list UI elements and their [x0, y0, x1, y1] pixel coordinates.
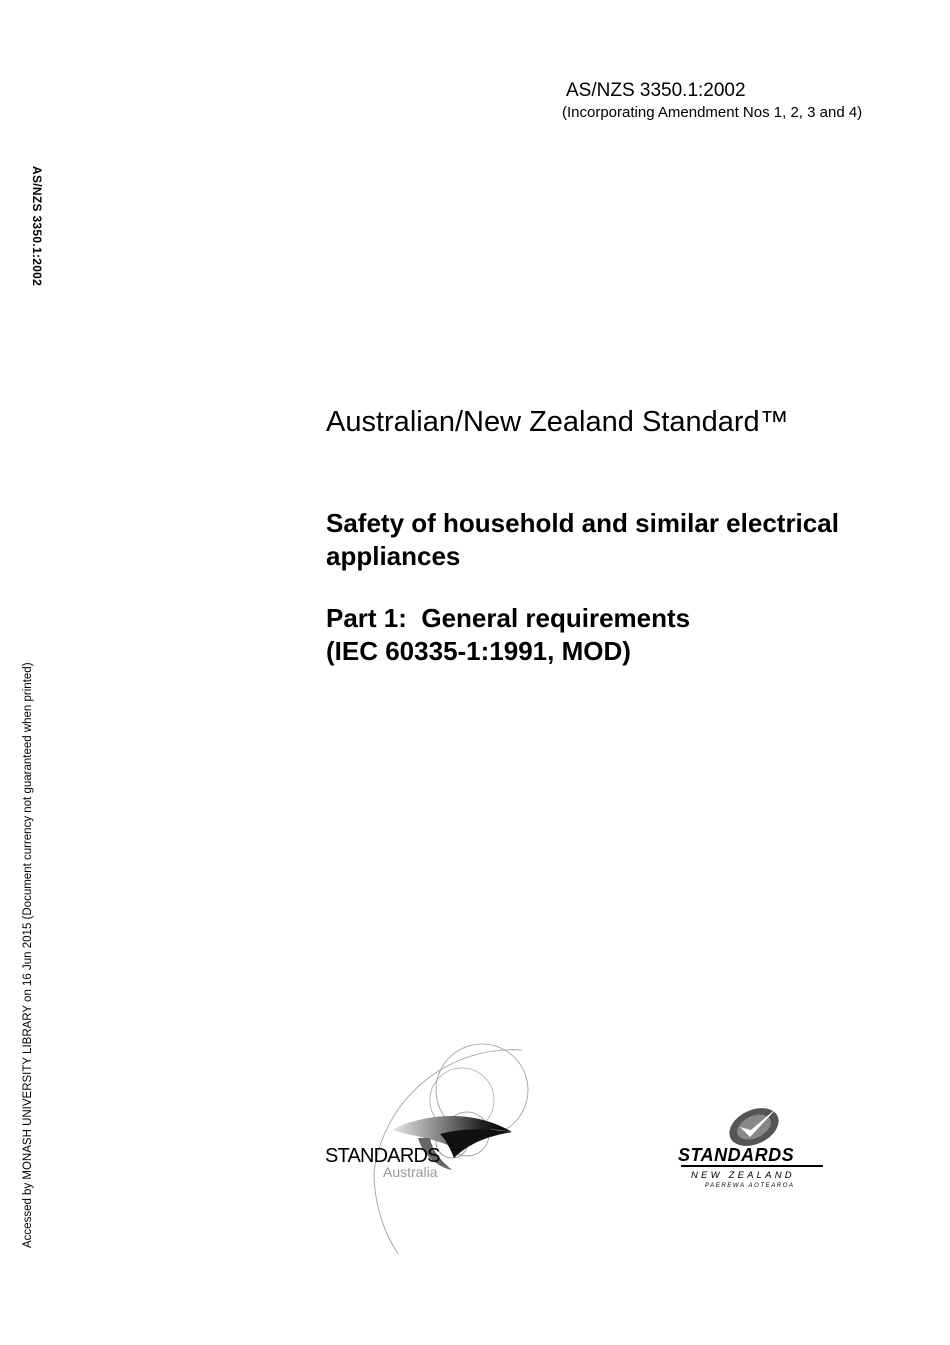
standards-australia-subtitle: Australia: [383, 1164, 438, 1180]
standards-nz-rule: [681, 1165, 823, 1167]
standards-australia-wordmark: STANDARDS: [325, 1145, 440, 1167]
part-title: Part 1: General requirements (IEC 60335-1:1991, MOD): [326, 603, 691, 666]
standards-nz-wordmark: STANDARDS: [678, 1145, 795, 1165]
standard-number: AS/NZS 3350.1:2002: [566, 80, 746, 101]
document-title: Safety of household and similar electrical appliances: [326, 508, 839, 571]
series-title: Australian/New Zealand Standard™: [326, 406, 789, 438]
spine-standard-code: AS/NZS 3350.1:2002: [30, 166, 44, 287]
amendment-note: (Incorporating Amendment Nos 1, 2, 3 and 4): [562, 104, 863, 121]
standards-nz-subtitle: NEW ZEALAND: [691, 1170, 795, 1181]
access-watermark: Accessed by MONASH UNIVERSITY LIBRARY on 16 Jun 2015 (Document currency not guaranteed when printed): [22, 662, 34, 1248]
standards-nz-maori-subtitle: PAEREWA AOTEAROA: [705, 1183, 795, 1189]
standards-nz-logo-icon: [720, 1103, 788, 1149]
